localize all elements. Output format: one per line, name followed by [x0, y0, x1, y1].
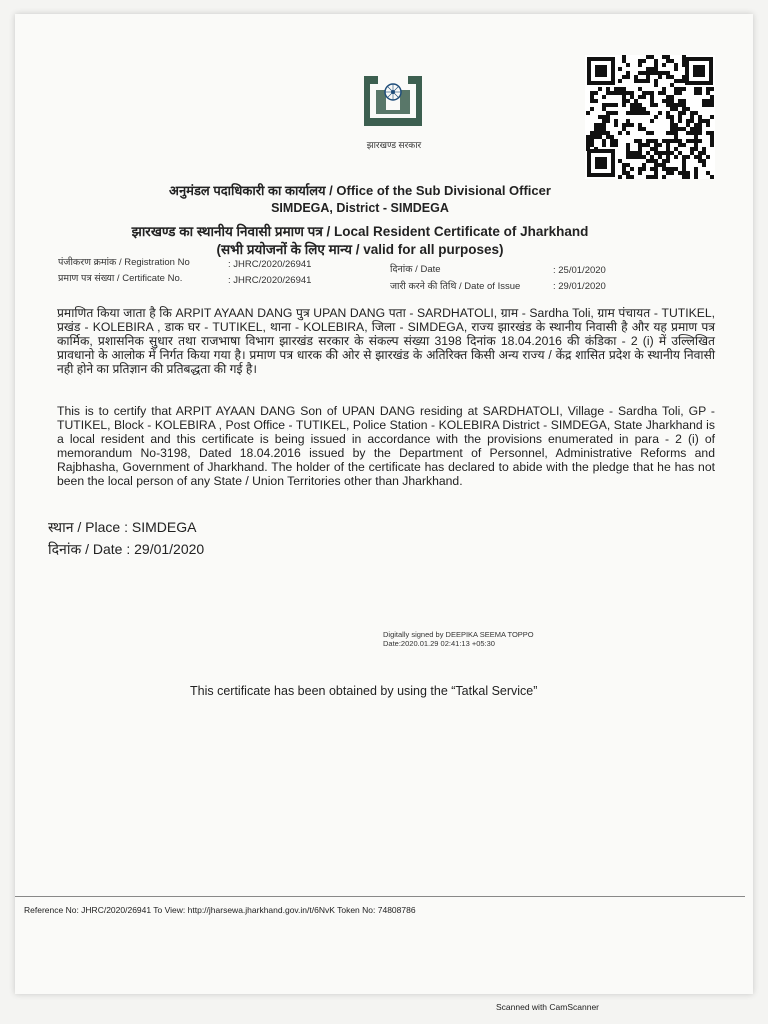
issue-date-value: : 29/01/2020 [553, 281, 606, 292]
date-label: दिनांक / Date [390, 264, 441, 275]
reference-line: Reference No: JHRC/2020/26941 To View: http://jharsewa.jharkhand.gov.in/t/6NvK Token No: 74808786 [24, 905, 416, 915]
english-certification-paragraph: This is to certify that ARPIT AYAAN DANG Son of UPAN DANG residing at SARDHATOLI, Village - Sardha Toli, GP - TUTIKEL, Block - KOLEBIRA , Post Office - TUTIKEL, Police Station - KOLEBIRA District - SIMDEGA, State Jharkhand is a local resident and this certificate is being issued in accordance with the provisions enumerated in para - 2 (i) of memorandum No-3198, Dated 18.04.2016 issued by the Department of Personnel, Administrative Reforms and Rajbhasha, Government of Jharkhand. The holder of the certificate has declared to abide with the pledge that he has not been the local person of any State / Union Territories other than Jharkhand. [57, 404, 715, 488]
digital-signature-name: Digitally signed by DEEPIKA SEEMA TOPPO [383, 630, 534, 639]
registration-value: : JHRC/2020/26941 [228, 259, 312, 270]
date-line: दिनांक / Date : 29/01/2020 [48, 541, 205, 557]
emblem-caption: झारखण्ड सरकार [366, 140, 422, 150]
office-heading: अनुमंडल पदाधिकारी का कार्यालय / Office of the Sub Divisional Officer [169, 183, 551, 198]
issue-date-label: जारी करने की तिथि / Date of Issue [390, 281, 521, 292]
district-heading: SIMDEGA, District - SIMDEGA [271, 201, 449, 215]
certificate-no-label: प्रमाण पत्र संख्या / Certificate No. [58, 273, 183, 284]
tatkal-service-note: This certificate has been obtained by using the “Tatkal Service” [190, 684, 538, 698]
hindi-certification-paragraph: प्रमाणित किया जाता है कि ARPIT AYAAN DANG पुत्र UPAN DANG पता - SARDHATOLI, ग्राम - Sardha Toli, ग्राम पंचायत - TUTIKEL, प्रखंड - KOLEBIRA , डाक घर - TUTIKEL, थाना - KOLEBIRA, जिला - SIMDEGA, राज्य झारखंड के स्थानीय निवासी है और यह प्रमाण पत्र कार्मिक, प्रशासनिक सुधार तथा राजभाषा विभाग झारखंड सरकार के संकल्प संख्या 3198 दिनांक 18.04.2016 की कंडिका - 2 (i) में उल्लिखित प्रावधानो के आलोक में निर्गत किया गया है। प्रमाण पत्र धारक की ओर से झारखंड के अतिरिक्त किसी अन्य राज्य / केंद्र शासित प्रदेश के स्थानीय निवासी नही होने का प्रतिज्ञान की प्रतिबद्धता की गई है। [57, 306, 715, 376]
footer-divider [15, 896, 745, 897]
scanner-watermark: Scanned with CamScanner [496, 1002, 600, 1012]
jharkhand-emblem-icon [356, 70, 430, 132]
registration-label: पंजीकरण क्रमांक / Registration No [58, 257, 190, 268]
certificate-no-value: : JHRC/2020/26941 [228, 275, 312, 286]
place-line: स्थान / Place : SIMDEGA [48, 519, 197, 535]
qr-code[interactable] [585, 55, 715, 179]
date-value: : 25/01/2020 [553, 265, 606, 276]
digital-signature-date: Date:2020.01.29 02:41:13 +05:30 [383, 639, 495, 648]
certificate-title: झारखण्ड का स्थानीय निवासी प्रमाण पत्र / Local Resident Certificate of Jharkhand [131, 224, 589, 239]
validity-note: (सभी प्रयोजनों के लिए मान्य / valid for all purposes) [216, 242, 504, 257]
